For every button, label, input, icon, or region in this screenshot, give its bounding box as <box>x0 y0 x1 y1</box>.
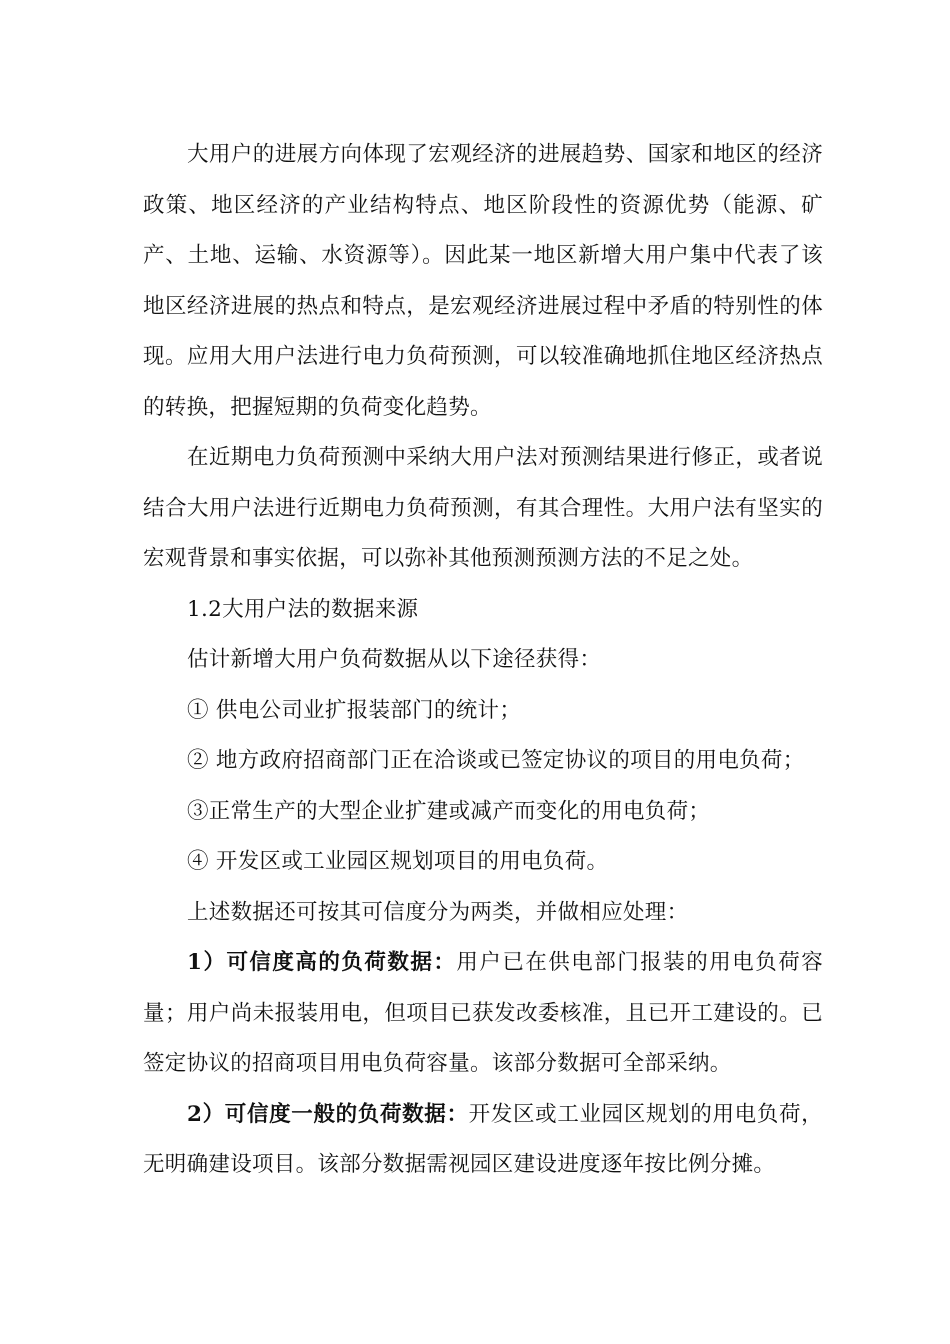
paragraph-data-sources-intro: 估计新增大用户负荷数据从以下途径获得： <box>187 647 602 672</box>
list-item-source-2: ② 地方政府招商部门正在洽谈或已签定协议的项目的用电负荷； <box>187 748 805 773</box>
paragraph-large-user-method: 在近期电力负荷预测中采纳大用户法对预测结果进行修正，或者说结合大用户法进行近期电力负荷预测，有其合理性。大用户法有坚实的宏观背景和事实依据，可以弥补其他预测预测方法的不足之处。 <box>143 445 823 571</box>
high-credibility-label: 1）可信度高的负荷数据： <box>187 950 457 975</box>
list-item-source-4: ④ 开发区或工业园区规划项目的用电负荷。 <box>187 849 609 874</box>
paragraph-classification: 上述数据还可按其可信度分为两类，并做相应处理： <box>187 899 689 925</box>
general-credibility-label: 2）可信度一般的负荷数据： <box>187 1101 469 1127</box>
paragraph-high-credibility <box>143 938 823 1090</box>
section-heading: 1.2大用户法的数据来源 <box>187 596 419 622</box>
list-item-source-3: ③正常生产的大型企业扩建或减产而变化的用电负荷； <box>187 798 711 824</box>
document-body <box>143 130 823 1191</box>
high-credibility-text: 用户已在供电部门报装的用电负荷容量；用户尚未报装用电，但项目已获发改委核准，且已开工建设的。已签定协议的招商项目用电负荷容量。该部分数据可全部采纳。 <box>143 950 823 1076</box>
paragraph-large-user-trends: 大用户的进展方向体现了宏观经济的进展趋势、国家和地区的经济政策、地区经济的产业结构特点、地区阶段性的资源优势（能源、矿产、土地、运输、水资源等）。因此某一地区新增大用户集中代表了该地区经济进展的热点和特点，是宏观经济进展过程中矛盾的特别性的体现。应用大用户法进行电力负荷预测，可以较准确地抓住地区经济热点的转换，把握短期的负荷变化趋势。 <box>143 142 823 420</box>
general-credibility-text: 开发区或工业园区规划的用电负荷，无明确建设项目。该部分数据需视园区建设进度逐年按比例分摊。 <box>143 1101 823 1177</box>
list-item-source-1: ① 供电公司业扩报装部门的统计； <box>187 697 522 723</box>
paragraph-general-credibility <box>143 1090 823 1191</box>
